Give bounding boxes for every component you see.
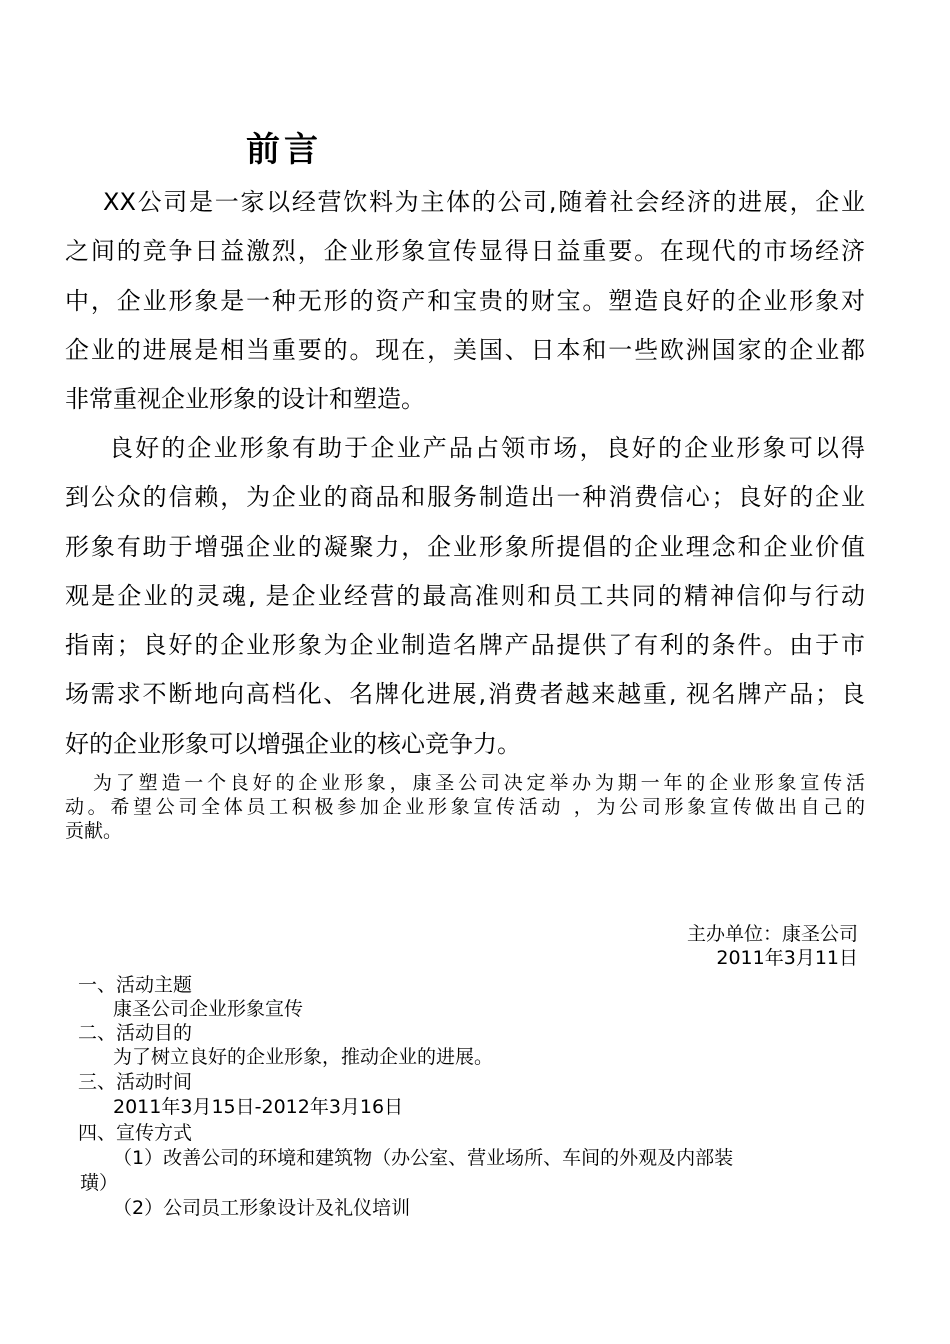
- time-body: 2011年3月15日-2012年3月16日: [113, 1096, 404, 1118]
- intro-paragraph-1: [65, 178, 865, 424]
- organizer-line: 主办单位：康圣公司: [686, 923, 858, 945]
- signature-date: 2011年3月11日: [716, 947, 858, 969]
- time-heading: 三、活动时间: [78, 1071, 193, 1093]
- paragraph-line: 贡献。: [65, 820, 123, 842]
- goal-heading: 二、活动目的: [78, 1022, 193, 1044]
- paragraph-line: 非常重视企业形象的设计和塑造。: [65, 385, 425, 414]
- method-item-1-continued: 璜）: [80, 1172, 119, 1194]
- paragraph-line: XX公司是一家以经营饮料为主体的公司,随着社会经济的进展，企业: [103, 188, 865, 216]
- method-heading: 四、宣传方式: [78, 1122, 193, 1144]
- paragraph-line: 指南；良好的企业形象为企业制造名牌产品提供了有利的条件。由于市: [65, 631, 865, 660]
- method-item-1: （1）改善公司的环境和建筑物（办公室、营业场所、车间的外观及内部装: [113, 1147, 734, 1169]
- paragraph-line: 到公众的信赖，为企业的商品和服务制造出一种消费信心；良好的企业: [65, 483, 865, 512]
- paragraph-line: 观是企业的灵魂, 是企业经营的最高准则和员工共同的精神信仰与行动: [65, 581, 865, 610]
- paragraph-line: 中，企业形象是一种无形的资产和宝贵的财宝。塑造良好的企业形象对: [65, 286, 865, 315]
- paragraph-line: 好的企业形象可以增强企业的核心竞争力。: [65, 729, 521, 758]
- paragraph-line: 动。希望公司全体员工积极参加企业形象宣传活动 ，为公司形象宣传做出自己的: [65, 796, 865, 818]
- intro-paragraph-2: [65, 424, 865, 769]
- theme-heading: 一、活动主题: [78, 974, 193, 996]
- paragraph-line: 为了塑造一个良好的企业形象，康圣公司决定举办为期一年的企业形象宣传活: [93, 772, 865, 794]
- paragraph-line: 之间的竞争日益激烈，企业形象宣传显得日益重要。在现代的市场经济: [65, 237, 865, 266]
- paragraph-line: 企业的进展是相当重要的。现在，美国、日本和一些欧洲国家的企业都: [65, 335, 865, 364]
- intro-paragraph-3: [65, 771, 865, 843]
- paragraph-line: 形象有助于增强企业的凝聚力，企业形象所提倡的企业理念和企业价值: [65, 532, 865, 561]
- paragraph-line: 场需求不断地向高档化、名牌化进展,消费者越来越重, 视名牌产品；良: [65, 680, 865, 709]
- method-item-2: （2）公司员工形象设计及礼仪培训: [113, 1197, 411, 1219]
- paragraph-line: 良好的企业形象有助于企业产品占领市场，良好的企业形象可以得: [109, 434, 865, 462]
- goal-body: 为了树立良好的企业形象，推动企业的进展。: [113, 1046, 494, 1068]
- page-title: 前言: [246, 130, 322, 170]
- theme-body: 康圣公司企业形象宣传: [113, 998, 304, 1020]
